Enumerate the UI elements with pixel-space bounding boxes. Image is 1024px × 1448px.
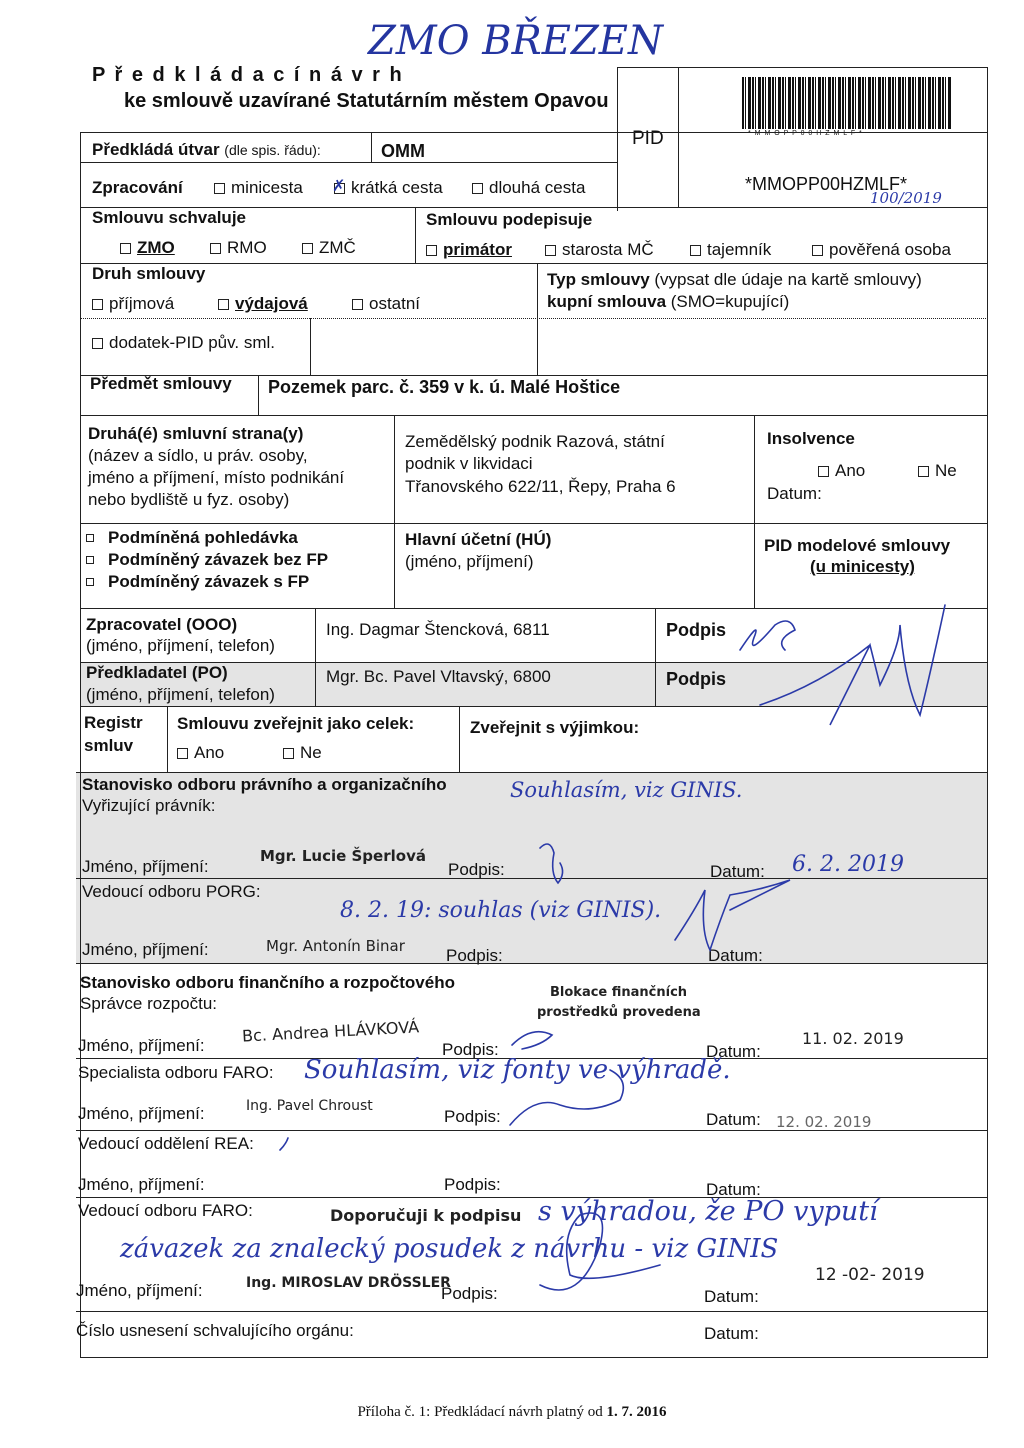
- financni-jmeno-label: Jméno, příjmení:: [78, 1036, 205, 1055]
- vedouci-faro-datum-label: Datum:: [704, 1287, 759, 1306]
- rea-datum-label: Datum:: [706, 1180, 761, 1199]
- podepisuje-poverena[interactable]: pověřená osoba: [812, 240, 951, 260]
- zpracovani-dlouha[interactable]: dlouhá cesta: [472, 178, 585, 198]
- signature-faro: [510, 1070, 623, 1125]
- pid-label: PID: [632, 128, 664, 149]
- predkladatel-podpis-label: Podpis: [666, 669, 727, 689]
- porg-jmeno-label: Jméno, příjmení:: [82, 940, 209, 959]
- faro-podpis-label: Podpis:: [444, 1107, 501, 1126]
- barcode-text: * M M O P P 0 0 H Z M L F *: [748, 130, 863, 137]
- strana-hint-2: jméno a příjmení, místo podnikání: [88, 468, 345, 487]
- faro-jmeno-value: Ing. Pavel Chroust: [246, 1098, 373, 1114]
- insolvence-ano[interactable]: Ano: [818, 461, 865, 481]
- pid-model-label: PID modelové smlouvy: [764, 536, 951, 555]
- signature-zpracovatel: [740, 621, 795, 650]
- financni-stamp-2: prostředků provedena: [537, 1005, 701, 1020]
- pravni-vyrizujici: Vyřizující právník:: [82, 796, 216, 815]
- strana-value-2: podnik v likvidaci: [405, 454, 533, 473]
- faro-jmeno-label: Jméno, příjmení:: [78, 1104, 205, 1123]
- usneseni-label: Číslo usnesení schvalujícího orgánu:: [76, 1321, 354, 1340]
- pravni-jmeno-value: Mgr. Lucie Šperlová: [260, 847, 426, 865]
- porg-label: Vedoucí odboru PORG:: [82, 882, 261, 901]
- predmet-value: Pozemek parc. č. 359 v k. ú. Malé Hoštice: [268, 377, 621, 397]
- form-title: P ř e d k l á d a c í n á v r h: [92, 64, 404, 86]
- druh-dodatek[interactable]: dodatek-PID pův. sml.: [92, 333, 275, 353]
- podepisuje-tajemnik[interactable]: tajemník: [690, 240, 771, 260]
- insolvence-label: Insolvence: [767, 429, 855, 448]
- signature-rea-slash: [280, 1138, 288, 1150]
- zpracovani-minicesta[interactable]: minicesta: [214, 178, 303, 198]
- registr-ano[interactable]: Ano: [177, 743, 224, 763]
- podepisuje-starosta[interactable]: starosta MČ: [545, 240, 654, 260]
- rea-label: Vedoucí oddělení REA:: [78, 1134, 254, 1153]
- schvaluje-label: Smlouvu schvaluje: [92, 208, 246, 227]
- strana-label: Druhá(é) smluvní strana(y): [88, 424, 304, 443]
- schvaluje-zmc[interactable]: ZMČ: [302, 238, 356, 258]
- signature-vedouci-faro: [540, 1213, 660, 1290]
- pid-model-label-2: (u minicesty): [810, 557, 915, 576]
- faro-datum-label: Datum:: [706, 1110, 761, 1129]
- strana-value-3: Třanovského 622/11, Řepy, Praha 6: [405, 477, 676, 496]
- financni-podpis-label: Podpis:: [442, 1040, 499, 1059]
- vedouci-faro-hand-1: s výhradou, že PO vyputí: [538, 1196, 878, 1227]
- utvar-label: Předkládá útvar (dle spis. řádu):: [92, 140, 321, 159]
- financni-spravce: Správce rozpočtu:: [80, 994, 218, 1013]
- podminena-pohledavka[interactable]: Podmíněná pohledávka: [86, 528, 298, 548]
- insolvence-datum: Datum:: [767, 484, 822, 503]
- registr-celek-label: Smlouvu zveřejnit jako celek:: [177, 714, 415, 733]
- signature-pravni: [540, 844, 563, 883]
- hu-label: Hlavní účetní (HÚ): [405, 530, 552, 549]
- vedouci-faro-podpis-label: Podpis:: [441, 1284, 498, 1303]
- druh-prijmova[interactable]: příjmová: [92, 294, 174, 314]
- predkladatel-label: Předkladatel (PO): [86, 663, 228, 682]
- schvaluje-rmo[interactable]: RMO: [210, 238, 267, 258]
- faro-datum-value: 12. 02. 2019: [776, 1113, 872, 1131]
- porg-datum-label: Datum:: [708, 946, 763, 965]
- signature-predkladatel: [760, 605, 945, 725]
- pravni-jmeno-label: Jméno, příjmení:: [82, 857, 209, 876]
- handwritten-top-note: ZMO BŘEZEN: [368, 18, 663, 64]
- vedouci-faro-jmeno-label: Jméno, příjmení:: [76, 1281, 203, 1300]
- rea-podpis-label: Podpis:: [444, 1175, 501, 1194]
- utvar-value: OMM: [381, 141, 425, 161]
- porg-podpis-label: Podpis:: [446, 946, 503, 965]
- pravni-datum-label: Datum:: [710, 862, 765, 881]
- podepisuje-primator[interactable]: primátor: [426, 240, 512, 260]
- financni-title: Stanovisko odboru finančního a rozpočtového: [80, 973, 455, 992]
- form-subtitle: ke smlouvě uzavírané Statutárním městem Opavou: [124, 90, 609, 112]
- pravni-podpis-label: Podpis:: [448, 860, 505, 879]
- predkladatel-value: Mgr. Bc. Pavel Vltavský, 6800: [326, 667, 551, 686]
- druh-vydajova[interactable]: výdajová: [218, 294, 308, 314]
- financni-stamp-1: Blokace finančních: [550, 985, 688, 1000]
- podmineny-zavazek-bez-fp[interactable]: Podmíněný závazek bez FP: [86, 550, 328, 570]
- zpracovatel-podpis-label: Podpis: [666, 620, 727, 640]
- podmineny-zavazek-s-fp[interactable]: Podmíněný závazek s FP: [86, 572, 309, 592]
- vedouci-faro-hand-2: závazek za znalecký posudek z návrhu - viz GINIS: [120, 1234, 779, 1264]
- financni-datum-value: 11. 02. 2019: [802, 1029, 904, 1048]
- vedouci-faro-jmeno-value: Ing. MIROSLAV DRÖSSLER: [246, 1275, 451, 1291]
- registr-vyjimka-label: Zveřejnit s výjimkou:: [470, 718, 640, 737]
- zpracovatel-value: Ing. Dagmar Štencková, 6811: [326, 620, 550, 639]
- druh-ostatni[interactable]: ostatní: [352, 294, 420, 314]
- faro-handwritten-note: Souhlasím, viz fonty ve výhradě.: [304, 1055, 731, 1085]
- insolvence-ne[interactable]: Ne: [918, 461, 957, 481]
- pid-handwritten-number: 100/2019: [870, 189, 942, 207]
- typ-label: Typ smlouvy (vypsat dle údaje na kartě smlouvy): [547, 270, 922, 289]
- financni-datum-label: Datum:: [706, 1042, 761, 1061]
- zpracovani-kratka[interactable]: ✗ krátká cesta: [332, 178, 443, 197]
- vedouci-faro-stamp: Doporučuji k podpisu: [330, 1206, 522, 1225]
- signature-porg: [675, 880, 790, 950]
- porg-handwritten-note: 8. 2. 19: souhlas (viz GINIS).: [340, 898, 662, 923]
- pravni-datum-hand: 6. 2. 2019: [792, 852, 904, 877]
- strana-hint-3: nebo bydliště u fyz. osoby): [88, 490, 290, 509]
- financni-jmeno-value: Bc. Andrea HLÁVKOVÁ: [241, 1017, 420, 1046]
- usneseni-datum-label: Datum:: [704, 1324, 759, 1343]
- registr-ne[interactable]: Ne: [283, 743, 322, 763]
- footer: Příloha č. 1: Předkládací návrh platný od 1. 7. 2016: [357, 1404, 667, 1420]
- podepisuje-label: Smlouvu podepisuje: [426, 210, 593, 229]
- typ-value: kupní smlouva (SMO=kupující): [547, 292, 790, 311]
- druh-label: Druh smlouvy: [92, 264, 206, 283]
- schvaluje-zmo[interactable]: ZMO: [120, 238, 175, 258]
- registr-label: Registr: [84, 713, 143, 732]
- pravni-title: Stanovisko odboru právního a organizačního: [82, 775, 447, 794]
- predkladatel-hint: (jméno, příjmení, telefon): [86, 685, 275, 704]
- rea-jmeno-label: Jméno, příjmení:: [78, 1175, 205, 1194]
- vedouci-faro-datum-value: 12 -02- 2019: [815, 1265, 925, 1285]
- strana-value-1: Zemědělský podnik Razová, státní: [405, 432, 665, 451]
- signature-financni: [512, 1032, 552, 1049]
- predmet-label: Předmět smlouvy: [90, 374, 232, 393]
- zpracovani-label: Zpracování: [92, 178, 183, 197]
- registr-label-2: smluv: [84, 736, 134, 755]
- pravni-handwritten-note: Souhlasím, viz GINIS.: [510, 778, 743, 802]
- porg-jmeno-value: Mgr. Antonín Binar: [266, 937, 405, 955]
- strana-hint-1: (název a sídlo, u práv. osoby,: [88, 446, 308, 465]
- faro-label: Specialista odboru FARO:: [78, 1063, 274, 1082]
- vedouci-faro-label: Vedoucí odboru FARO:: [78, 1201, 253, 1220]
- pid-code: *MMOPP00HZMLF*: [745, 174, 908, 194]
- zpracovatel-hint: (jméno, příjmení, telefon): [86, 636, 275, 655]
- hu-hint: (jméno, příjmení): [405, 552, 534, 571]
- zpracovatel-label: Zpracovatel (OOO): [86, 615, 238, 634]
